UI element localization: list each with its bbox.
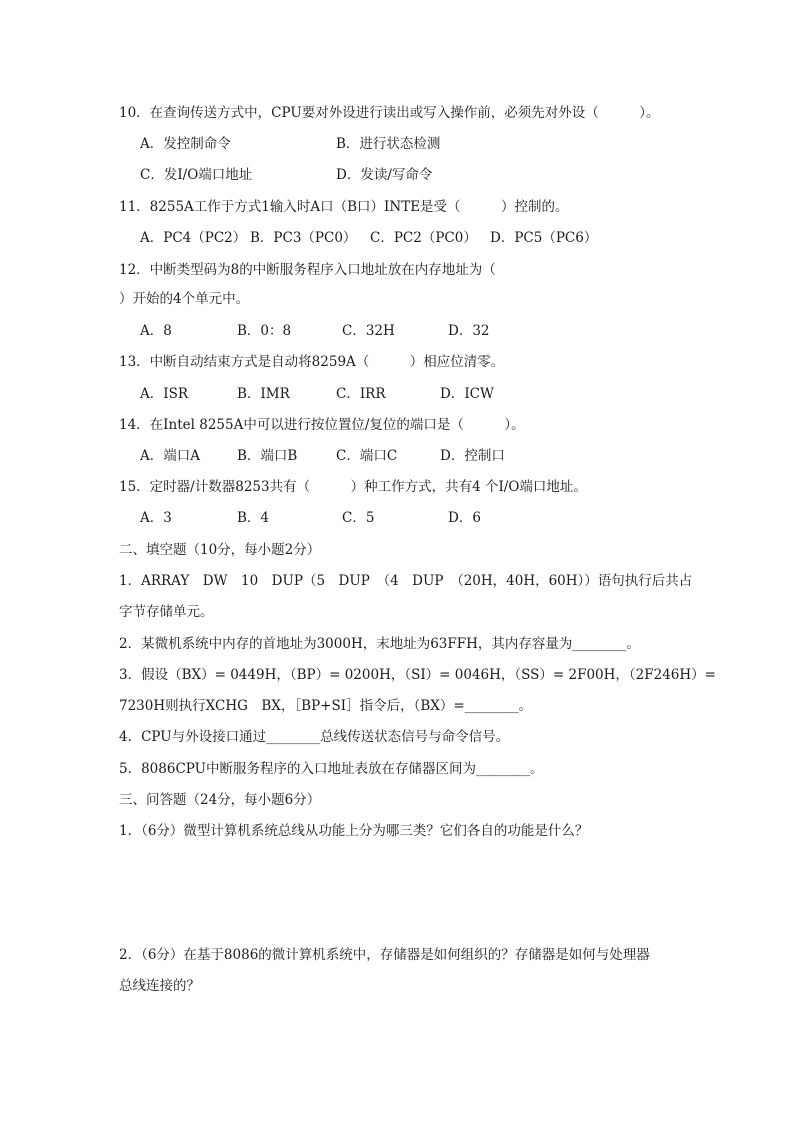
section2-item-4: 4．CPU与外设接口通过________总线传送状态信号与命令信号。 [119, 729, 510, 745]
q15-option-c: C．5 [342, 510, 375, 526]
q14-option-d: D．控制口 [440, 448, 505, 464]
section3-question-1: 1．（6分）微型计算机系统总线从功能上分为哪三类？它们各自的功能是什么？ [119, 823, 589, 839]
q10-option-a: A．发控制命令 [140, 136, 231, 152]
q10-option-b: B．进行状态检测 [336, 136, 441, 152]
q13-option-a: A．ISR [140, 386, 188, 402]
section3-question-2-line1: 2．（6分）在基于8086的微计算机系统中，存储器是如何组织的？存储器是如何与处理器 [119, 947, 650, 963]
q15-option-a: A．3 [140, 510, 172, 526]
q11-option-c: C．PC2（PC0） [370, 230, 477, 246]
section2-title: 二、填空题（10分，每小题2分） [119, 542, 321, 558]
section3-question-2-line2: 总线连接的？ [119, 978, 200, 994]
section2-item-1-line1: 1．ARRAY DW 10 DUP（5 DUP （4 DUP （20H，40H，60H））语句执行后共占 [119, 573, 693, 589]
q12-option-a: A．8 [140, 323, 172, 339]
section3-title: 三、问答题（24分，每小题6分） [119, 792, 321, 808]
q11-option-b: B．PC3（PC0） [250, 230, 357, 246]
q12-stem-line2: ）开始的4个单元中。 [119, 291, 250, 307]
q14-option-b: B．端口B [237, 448, 298, 464]
q14-option-a: A．端口A [140, 448, 200, 464]
section2-item-5: 5．8086CPU中断服务程序的入口地址表放在存储器区间为________。 [119, 761, 544, 777]
q12-option-d: D．32 [448, 323, 490, 339]
q11-option-d: D．PC5（PC6） [490, 230, 598, 246]
q10-option-d: D．发读/写命令 [336, 167, 433, 183]
q14-option-c: C．端口C [336, 448, 398, 464]
q15-option-d: D．6 [448, 510, 481, 526]
q12-option-b: B．0：8 [237, 323, 292, 339]
section2-item-3-line2: 7230H则执行XCHG BX，［BP+SI］指令后，（BX）=________。 [119, 698, 533, 714]
q13-option-d: D．ICW [440, 386, 494, 402]
q13-option-b: B．IMR [237, 386, 290, 402]
q10-stem: 10．在查询传送方式中，CPU要对外设进行读出或写入操作前，必须先对外设（ ）。 [119, 105, 660, 121]
q11-stem: 11．8255A工作于方式1输入时A口（B口）INTE是受（ ）控制的。 [119, 199, 569, 215]
q13-stem: 13．中断自动结束方式是自动将8259A（ ）相应位清零。 [119, 354, 505, 370]
section2-item-2: 2．某微机系统中内存的首地址为3000H，末地址为63FFH，其内存容量为________。 [119, 636, 640, 652]
q12-option-c: C．32H [342, 323, 395, 339]
q15-stem: 15．定时器/计数器8253共有（ ）种工作方式，共有4 个I/O端口地址。 [119, 479, 587, 495]
section2-item-1-line2: 字节存储单元。 [119, 604, 214, 620]
section2-item-3-line1: 3．假设（BX）= 0449H，（BP）= 0200H，（SI）= 0046H，（SS）= 2F00H，（2F246H）= [119, 667, 716, 683]
q11-option-a: A．PC4（PC2） [140, 230, 247, 246]
q13-option-c: C．IRR [336, 386, 386, 402]
q14-stem: 14．在Intel 8255A中可以进行按位置位/复位的端口是（ ）。 [119, 417, 525, 433]
q12-stem-line1: 12．中断类型码为8的中断服务程序入口地址放在内存地址为（ [119, 262, 496, 278]
q10-option-c: C．发I/O端口地址 [140, 167, 253, 183]
q15-option-b: B．4 [237, 510, 270, 526]
